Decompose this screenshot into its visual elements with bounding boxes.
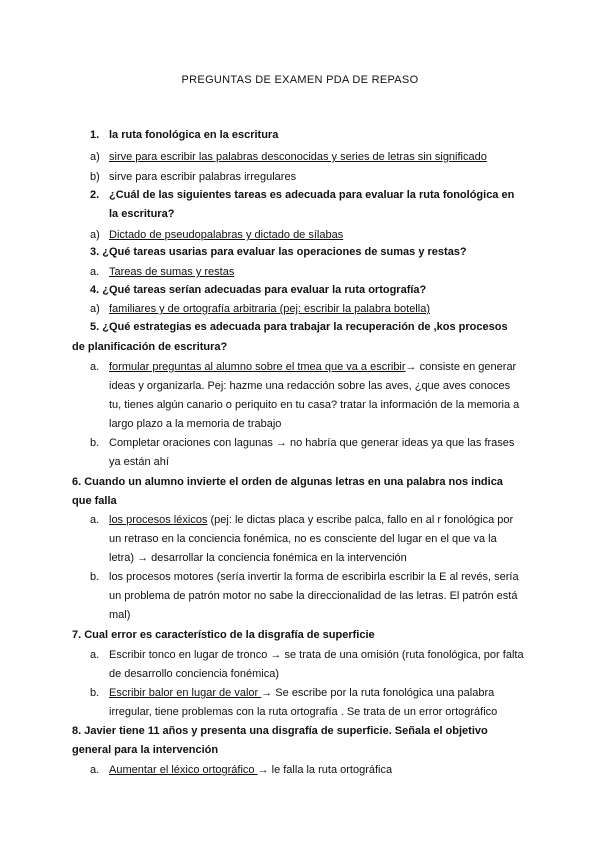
underlined-text: Tareas de sumas y restas bbox=[109, 266, 235, 278]
list-marker: a) bbox=[90, 303, 100, 315]
text-line bbox=[90, 763, 392, 777]
text-span: tu, tienes algún canario o periquito en tu casa? tratar la información de la memoria a bbox=[109, 399, 520, 411]
text-line bbox=[90, 283, 426, 297]
text-line bbox=[90, 265, 234, 279]
list-marker: a. bbox=[90, 361, 100, 373]
text-line bbox=[90, 245, 467, 259]
text-span: 3. ¿Qué tareas usarias para evaluar las operaciones de sumas y restas? bbox=[90, 246, 467, 258]
text-line bbox=[72, 628, 375, 642]
text-line bbox=[72, 494, 117, 508]
list-marker: 2. bbox=[90, 189, 100, 201]
text-span: de desarrollo conciencia fonémica) bbox=[109, 668, 279, 680]
text-span: ¿Cuál de las siguientes tareas es adecuada para evaluar la ruta fonológica en bbox=[109, 189, 515, 201]
text-span: 8. Javier tiene 11 años y presenta una disgrafía de superficie. Señala el objetivo bbox=[72, 725, 488, 737]
text-line bbox=[90, 570, 519, 584]
text-span: → consiste en generar bbox=[405, 361, 517, 373]
text-span: un retraso en la conciencia fonémica, no es consciente del lugar en el que va la bbox=[109, 533, 497, 545]
list-marker: a) bbox=[90, 151, 100, 163]
text-span: 5. ¿Qué estrategias es adecuada para trabajar la recuperación de ,kos procesos bbox=[90, 321, 508, 333]
text-span: la escritura? bbox=[109, 208, 175, 220]
text-span: largo plazo a la memoria de trabajo bbox=[109, 418, 282, 430]
text-span: letra) → desarrollar la conciencia fonémica en la intervención bbox=[109, 552, 407, 564]
text-span: Escribir tonco en lugar de tronco → se trata de una omisión (ruta fonológica, por falta bbox=[109, 649, 524, 661]
text-line bbox=[109, 417, 281, 431]
text-line bbox=[90, 128, 278, 142]
list-marker: b. bbox=[90, 687, 100, 699]
underlined-text: sirve para escribir las palabras desconocidas y series de letras sin significado bbox=[109, 151, 487, 163]
text-line bbox=[109, 608, 130, 622]
text-span: que falla bbox=[72, 495, 117, 507]
text-line bbox=[90, 686, 494, 700]
text-line bbox=[109, 705, 497, 719]
text-line bbox=[109, 551, 407, 565]
underlined-text: Escribir balor en lugar de valor bbox=[109, 687, 262, 699]
text-line bbox=[90, 320, 508, 334]
list-marker: a. bbox=[90, 514, 100, 526]
text-span: 6. Cuando un alumno invierte el orden de algunas letras en una palabra nos indica bbox=[72, 476, 503, 488]
text-line bbox=[90, 436, 514, 450]
document-title: PREGUNTAS DE EXAMEN PDA DE REPASO bbox=[181, 74, 419, 86]
list-marker: 1. bbox=[90, 129, 100, 141]
text-line bbox=[109, 532, 497, 546]
underlined-text: formular preguntas al alumno sobre el tmea que va a escribir bbox=[109, 361, 406, 373]
text-span: irregular, tiene problemas con la ruta ortografía . Se trata de un error ortográfico bbox=[109, 706, 498, 718]
text-line bbox=[72, 724, 488, 738]
list-marker: b. bbox=[90, 571, 100, 583]
text-line bbox=[90, 228, 343, 242]
text-span: ideas y organizarla. Pej: hazme una redacción sobre las aves, ¿que aves conoces bbox=[109, 380, 511, 392]
text-line bbox=[90, 302, 430, 316]
text-span: (pej: le dictas placa y escribe palca, fallo en al r fonológica por bbox=[207, 514, 514, 526]
text-span: sirve para escribir palabras irregulares bbox=[109, 171, 297, 183]
text-line bbox=[109, 207, 174, 221]
text-line bbox=[109, 455, 169, 469]
underlined-text: los procesos léxicos bbox=[109, 514, 208, 526]
text-line bbox=[90, 360, 516, 374]
underlined-text: Dictado de pseudopalabras y dictado de sílabas bbox=[109, 229, 344, 241]
text-span: → Se escribe por la ruta fonológica una palabra bbox=[261, 687, 495, 699]
text-line bbox=[109, 398, 519, 412]
text-span: un problema de patrón motor no sabe la direccionalidad de las letras. El patrón está bbox=[109, 590, 518, 602]
text-span: Completar oraciones con lagunas → no habría que generar ideas ya que las frases bbox=[109, 437, 515, 449]
underlined-text: familiares y de ortografía arbitraria (pej: escribir la palabra botella) bbox=[109, 303, 430, 315]
list-marker: a. bbox=[90, 266, 100, 278]
text-span: 7. Cual error es característico de la disgrafía de superficie bbox=[72, 629, 375, 641]
text-span: → le falla la ruta ortográfica bbox=[257, 764, 393, 776]
text-line bbox=[109, 667, 279, 681]
text-line bbox=[90, 170, 296, 184]
text-span: general para la intervención bbox=[72, 744, 219, 756]
list-marker: a. bbox=[90, 764, 100, 776]
list-marker: b) bbox=[90, 171, 100, 183]
text-span: ya están ahí bbox=[109, 456, 169, 468]
text-span: los procesos motores (sería invertir la forma de escribirla escribir la E al revés, sería bbox=[109, 571, 519, 583]
text-line bbox=[72, 340, 227, 354]
text-span: de planificación de escritura? bbox=[72, 341, 228, 353]
text-span: mal) bbox=[109, 609, 131, 621]
text-line bbox=[90, 648, 524, 662]
text-line bbox=[109, 379, 510, 393]
list-marker: b. bbox=[90, 437, 100, 449]
text-line bbox=[90, 513, 513, 527]
text-line bbox=[90, 150, 487, 164]
underlined-text: Aumentar el léxico ortográfico bbox=[109, 764, 258, 776]
text-line bbox=[72, 743, 218, 757]
text-line bbox=[109, 589, 517, 603]
text-line bbox=[72, 475, 503, 489]
list-marker: a. bbox=[90, 649, 100, 661]
text-span: 4. ¿Qué tareas serían adecuadas para evaluar la ruta ortografía? bbox=[90, 284, 427, 296]
list-marker: a) bbox=[90, 229, 100, 241]
text-line bbox=[90, 188, 514, 202]
text-span: la ruta fonológica en la escritura bbox=[109, 129, 279, 141]
